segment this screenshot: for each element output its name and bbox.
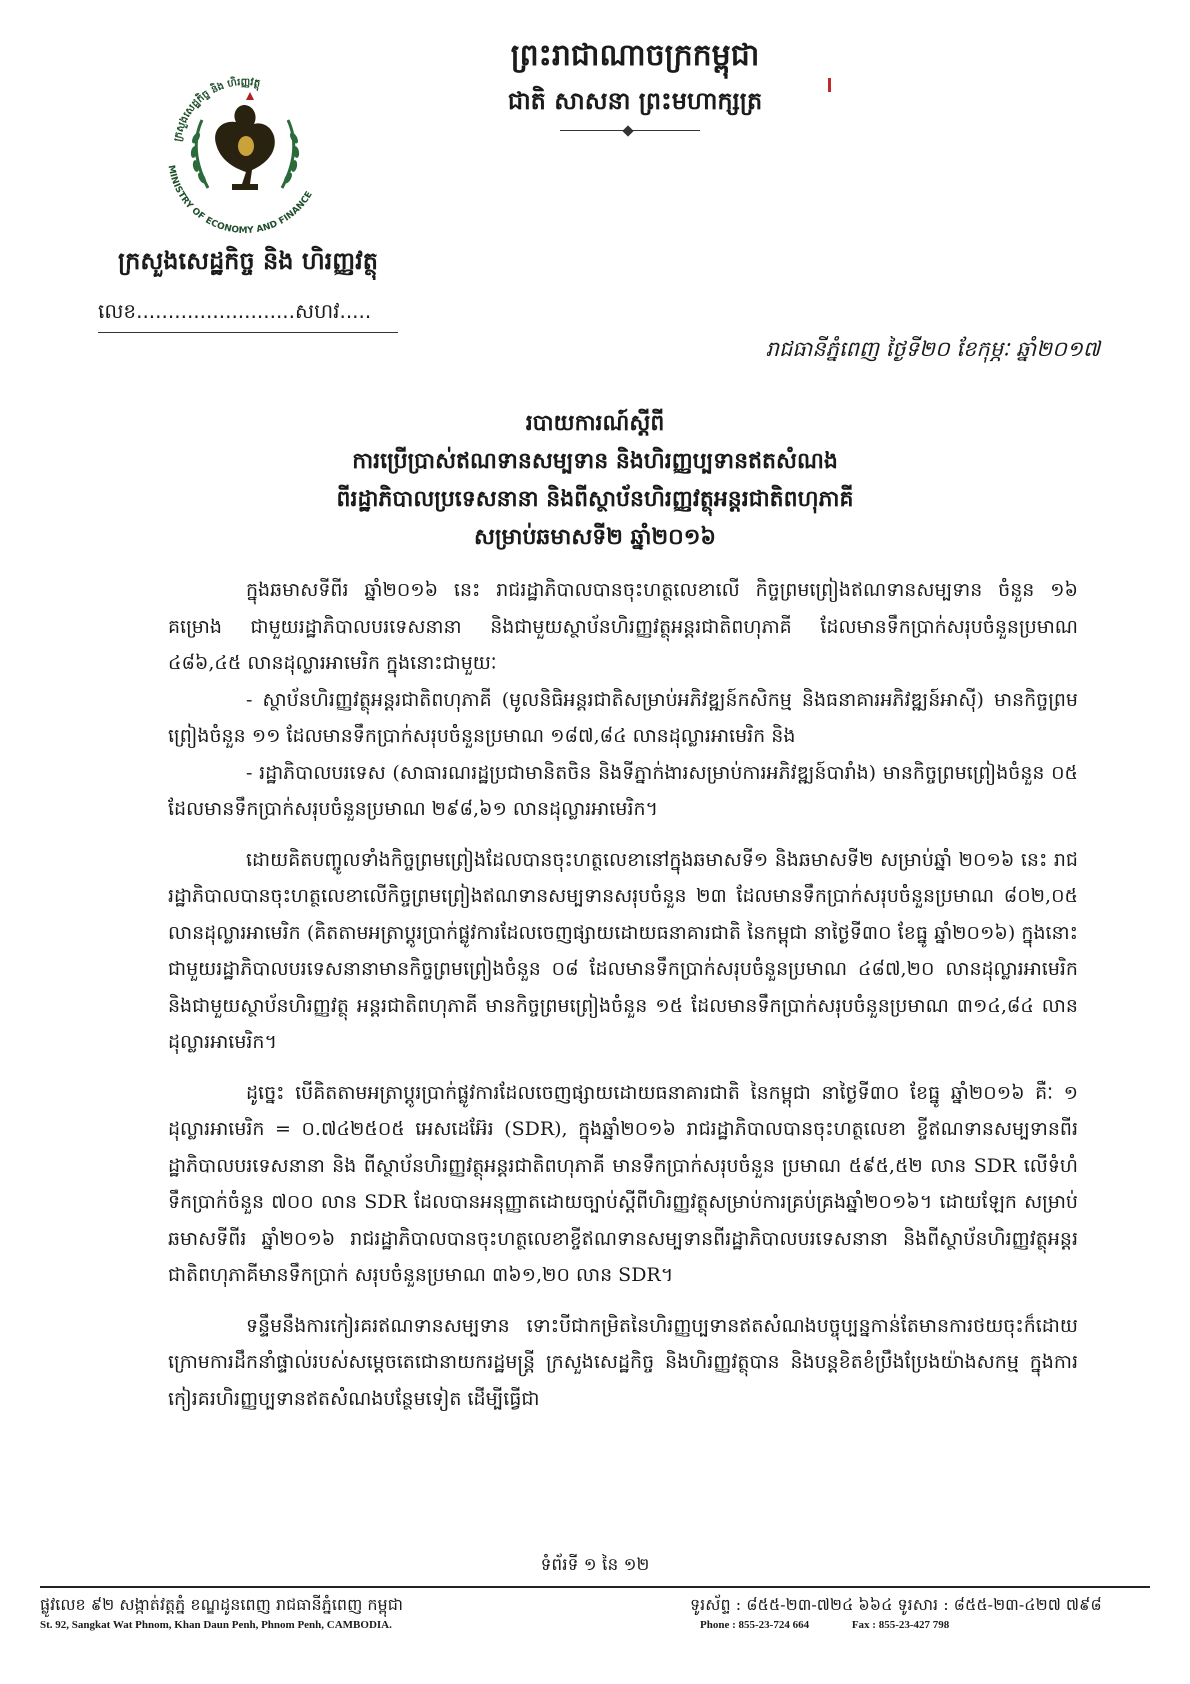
svg-text:ក្រសួងសេដ្ឋកិច្ច និង ហិរញ្ញវត្: ក្រសួងសេដ្ឋកិច្ច និង ហិរញ្ញវត្ថុ (172, 76, 262, 143)
paragraph-3: ដូច្នេះ បើគិតតាមអត្រាប្តូរប្រាក់ផ្លូវការដែលចេញផ្សាយដោយធនាគារជាតិ នៃកម្ពុជា នាថ្ងៃទី៣០ ខែធ្នូ ឆ្នាំ២០១៦ គឺៈ ១ ដុល្លារអាមេរិក = ០.៧៤២៥០៥ អេសដេអ៊ែរ (SDR), ក្នុងឆ្នាំ២០១៦ រាជរដ្ឋាភិបាលបានចុះហត្ថលេខា ខ្ចីឥណទានសម្បទានពីរដ្ឋាភិបាលបរទេសនានា និង ពីស្ថាប័នហិរញ្ញវត្ថុអន្តរជាតិពហុភាគី មានទឹកប្រាក់សរុបចំនួន ប្រមាណ ៥៩៥,៥២ លាន SDR លើទំហំទឹកប្រាក់ចំនួន ៧០០ លាន SDR ដែលបានអនុញ្ញាតដោយច្បាប់ស្តីពីហិរញ្ញវត្ថុសម្រាប់ការគ្រប់គ្រងឆ្នាំ២០១៦។ ដោយឡែក សម្រាប់ឆមាសទីពីរ ឆ្នាំ២០១៦ រាជរដ្ឋាភិបាលបានចុះហត្ថលេខាខ្ចីឥណទានសម្បទានពីរដ្ឋាភិបាលបរទេសនានា និងពីស្ថាប័នហិរញ្ញវត្ថុអន្តរជាតិពហុភាគីមានទឹកប្រាក់ សរុបចំនួនប្រមាណ ៣៦១,២០ លាន SDR។ (168, 1081, 1078, 1286)
ministry-name: ក្រសួងសេដ្ឋកិច្ច និង ហិរញ្ញវត្ថុ (118, 246, 378, 275)
paragraph-4: ទន្ទឹមនឹងការកៀរគរឥណទានសម្បទាន ទោះបីជាកម្រិតនៃហិរញ្ញប្បទានឥតសំណងបច្ចុប្បន្នកាន់តែមានការថយចុះក៏ដោយ ក្រោមការដឹកនាំផ្ទាល់របស់សម្តេចតេជោនាយករដ្ឋមន្ត្រី ក្រសួងសេដ្ឋកិច្ច និងហិរញ្ញវត្ថុបាន និងបន្តខិតខំប្រឹងប្រែងយ៉ាងសកម្ម ក្នុងការកៀរគរហិរញ្ញប្បទានឥតសំណងបន្ថែមទៀត ដើម្បីធ្វើជា (168, 1314, 1078, 1410)
title-line-2: ការប្រើប្រាស់ឥណទានសម្បទាន និងហិរញ្ញប្បទានឥតសំណង (352, 448, 838, 474)
rooster-emblem-icon (150, 60, 340, 240)
title-line-4: សម្រាប់ឆមាសទី២ ឆ្នាំ២០១៦ (474, 524, 716, 550)
footer-phone: Phone : 855-23-724 664 (700, 1619, 810, 1631)
page-number: ទំព័រទី ១ នៃ ១២ (540, 1555, 650, 1575)
title-line-3: ពីរដ្ឋាភិបាលប្រទេសនានា និងពីស្ថាប័នហិរញ្ញវត្ថុអន្តរជាតិពហុភាគី (336, 486, 854, 512)
footer-contact-kh: ទូរស័ព្ទ : ៨៥៥-២៣-៧២៤ ៦៦៤ ទូរសារ : ៨៥៥-២៣-៤២៧ ៧៩៨ (690, 1595, 1102, 1614)
document-date: រាជធានីភ្នំពេញ ថ្ងៃទី២០ ខែកុម្ភៈ ឆ្នាំ២០១៧ (765, 337, 1100, 361)
kingdom-heading: ព្រះរាជាណាចក្រកម្ពុជា (510, 38, 760, 73)
footer-fax: Fax : 855-23-427 798 (851, 1619, 950, 1631)
footer-divider (40, 1586, 1150, 1588)
footer-contact-en (700, 1619, 989, 1631)
footer-address-en: St. 92, Sangkat Wat Phnom, Khan Daun Penh, Phnom Penh, CAMBODIA. (40, 1619, 392, 1631)
footer-address-kh: ផ្លូវលេខ ៩២ សង្កាត់វត្តភ្នំ ខណ្ឌដូនពេញ រាជធានីភ្នំពេញ កម្ពុជា (40, 1595, 403, 1614)
header-divider (560, 130, 700, 131)
reference-underline (98, 332, 398, 333)
bullet-bilateral: - រដ្ឋាភិបាលបរទេស (សាធារណរដ្ឋប្រជាមានិតចិន និងទីភ្នាក់ងារសម្រាប់ការអភិវឌ្ឍន៍បារាំង) មានកិច្ចព្រមព្រៀងចំនួន ០៥ ដែលមានទឹកប្រាក់សរុបចំនួនប្រមាណ ២៩៨,៦១ លានដុល្លារអាមេរិក។ (168, 761, 1078, 820)
red-mark (828, 78, 831, 92)
title-line-1: របាយការណ៍ស្តីពី (525, 410, 665, 436)
ministry-logo (150, 60, 340, 240)
report-title (170, 404, 1020, 556)
report-body (168, 572, 1078, 1417)
national-motto: ជាតិ សាសនា ព្រះមហាក្សត្រ (507, 86, 763, 115)
reference-number-line: លេខ.........................សហវ..... (98, 299, 372, 323)
svg-text:MINISTRY OF ECONOMY AND FINANC: MINISTRY OF ECONOMY AND FINANCE (165, 164, 315, 237)
bullet-multilateral: - ស្ថាប័នហិរញ្ញវត្ថុអន្តរជាតិពហុភាគី (មូលនិធិអន្តរជាតិសម្រាប់អភិវឌ្ឍន៍កសិកម្ម និងធនាគារអភិវឌ្ឍន៍អាស៊ី) មានកិច្ចព្រមព្រៀងចំនួន ១១ ដែលមានទឹកប្រាក់សរុបចំនួនប្រមាណ ១៨៧,៨៤ លានដុល្លារអាមេរិក និង (168, 688, 1078, 747)
paragraph-2: ដោយគិតបញ្ចូលទាំងកិច្ចព្រមព្រៀងដែលបានចុះហត្ថលេខានៅក្នុងឆមាសទី១ និងឆមាសទី២ សម្រាប់ឆ្នាំ ២០១៦ នេះ រាជរដ្ឋាភិបាលបានចុះហត្ថលេខាលើកិច្ចព្រមព្រៀងឥណទានសម្បទានសរុបចំនួន ២៣ ដែលមានទឹកប្រាក់សរុបចំនួនប្រមាណ ៨០២,០៥ លានដុល្លារអាមេរិក (គិតតាមអត្រាប្តូរប្រាក់ផ្លូវការដែលចេញផ្សាយដោយធនាគារជាតិ នៃកម្ពុជា នាថ្ងៃទី៣០ ខែធ្នូ ឆ្នាំ២០១៦) ក្នុងនោះ ជាមួយរដ្ឋាភិបាលបរទេសនានាមានកិច្ចព្រមព្រៀងចំនួន ០៨ ដែលមានទឹកប្រាក់សរុបចំនួនប្រមាណ ៤៨៧,២០ លានដុល្លារអាមេរិក និងជាមួយស្ថាប័នហិរញ្ញវត្ថុ អន្តរជាតិពហុភាគី មានកិច្ចព្រមព្រៀងចំនួន ១៥ ដែលមានទឹកប្រាក់សរុបចំនួនប្រមាណ ៣១៤,៨៤ លានដុល្លារអាមេរិក។ (168, 848, 1078, 1053)
paragraph-1: ក្នុងឆមាសទីពីរ ឆ្នាំ២០១៦ នេះ រាជរដ្ឋាភិបាលបានចុះហត្ថលេខាលើ កិច្ចព្រមព្រៀងឥណទានសម្បទាន ចំនួន ១៦ គម្រោង ជាមួយរដ្ឋាភិបាលបរទេសនានា និងជាមួយស្ថាប័នហិរញ្ញវត្ថុអន្តរជាតិពហុភាគី ដែលមានទឹកប្រាក់សរុបចំនួនប្រមាណ ៤៨៦,៤៥ លានដុល្លារអាមេរិក ក្នុងនោះជាមួយៈ (168, 579, 1078, 674)
